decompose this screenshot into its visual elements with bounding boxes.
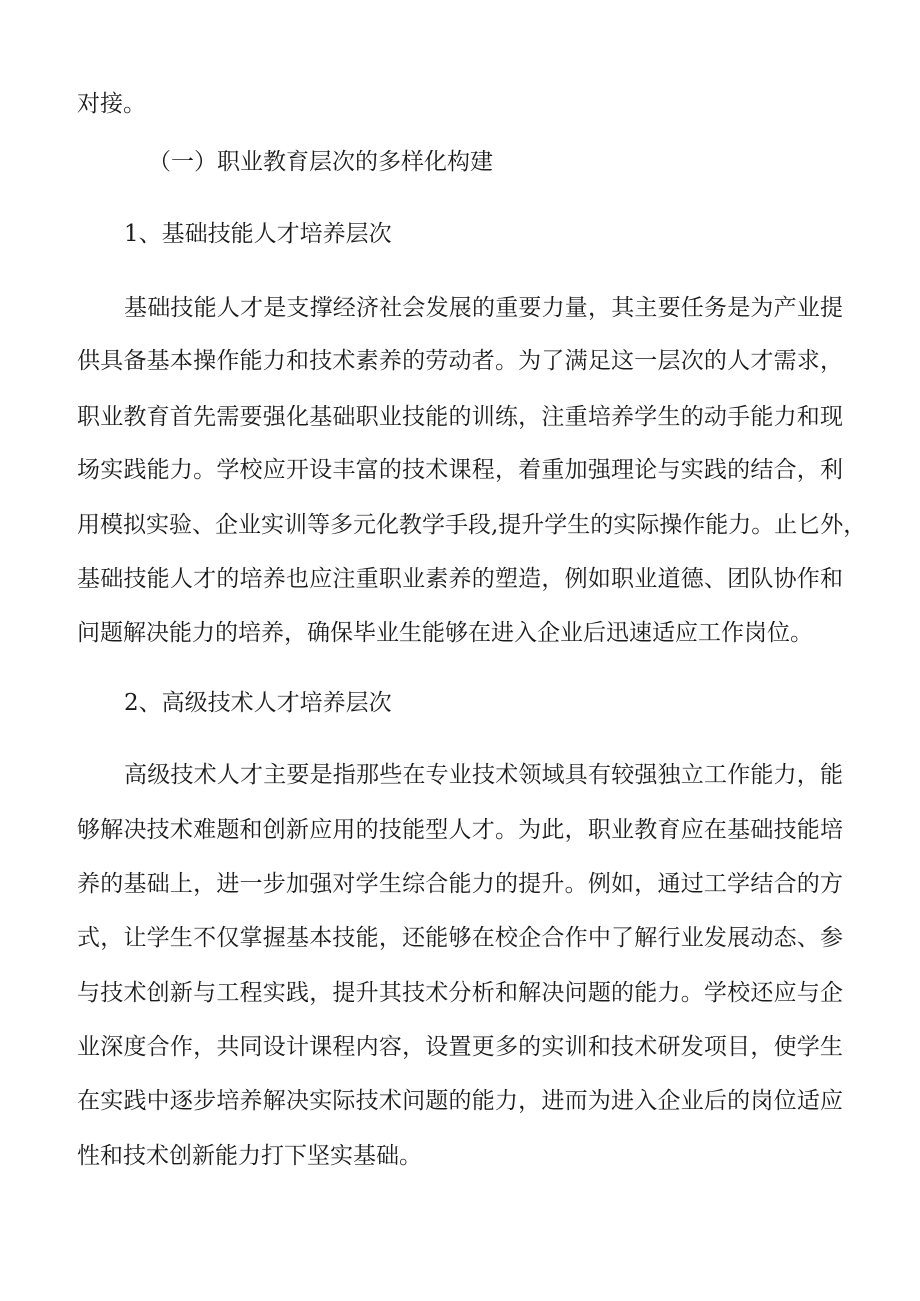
paragraph-1-line: 基础技能人才是支撑经济社会发展的重要力量，其主要任务是为产业提 bbox=[124, 295, 843, 321]
paragraph-2-line: 高级技术人才主要是指那些在专业技术领域具有较强独立工作能力，能 bbox=[124, 762, 843, 788]
subsection-heading-1: 1、基础技能人才培养层次 bbox=[124, 221, 392, 247]
paragraph-2-line: 够解决技术难题和创新应用的技能型人才。为此，职业教育应在基础技能培 bbox=[77, 817, 843, 843]
subsection-heading-2: 2、高级技术人才培养层次 bbox=[124, 690, 392, 716]
paragraph-1-line: 用模拟实验、企业实训等多元化教学手段,提升学生的实际操作能力。止匕外， bbox=[77, 512, 867, 538]
paragraph-2-line: 与技术创新与工程实践，提升其技术分析和解决问题的能力。学校还应与企 bbox=[77, 980, 843, 1006]
section-heading: （一）职业教育层次的多样化构建 bbox=[148, 149, 493, 175]
paragraph-1-line: 供具备基本操作能力和技术素养的劳动者。为了满足这一层次的人才需求， bbox=[77, 348, 843, 374]
paragraph-1-line: 问题解决能力的培养，确保毕业生能够在进入企业后迅速适应工作岗位。 bbox=[77, 620, 813, 646]
paragraph-1-line: 场实践能力。学校应开设丰富的技术课程，着重加强理论与实践的结合，利 bbox=[77, 457, 843, 483]
paragraph-2-line: 式，让学生不仅掌握基本技能，还能够在校企合作中了解行业发展动态、参 bbox=[77, 925, 843, 951]
paragraph-tail: 对接。 bbox=[77, 91, 146, 117]
paragraph-2-line: 业深度合作，共同设计课程内容，设置更多的实训和技术研发项目，使学生 bbox=[77, 1034, 843, 1060]
paragraph-2-line: 养的基础上，进一步加强对学生综合能力的提升。例如，通过工学结合的方 bbox=[77, 871, 843, 897]
paragraph-2-line: 在实践中逐步培养解决实际技术问题的能力，进而为进入企业后的岗位适应 bbox=[77, 1088, 843, 1114]
paragraph-2-line: 性和技术创新能力打下坚实基础。 bbox=[77, 1143, 422, 1169]
paragraph-1-line: 职业教育首先需要强化基础职业技能的训练，注重培养学生的动手能力和现 bbox=[77, 404, 843, 430]
paragraph-1-line: 基础技能人才的培养也应注重职业素养的塑造，例如职业道德、团队协作和 bbox=[77, 566, 843, 592]
